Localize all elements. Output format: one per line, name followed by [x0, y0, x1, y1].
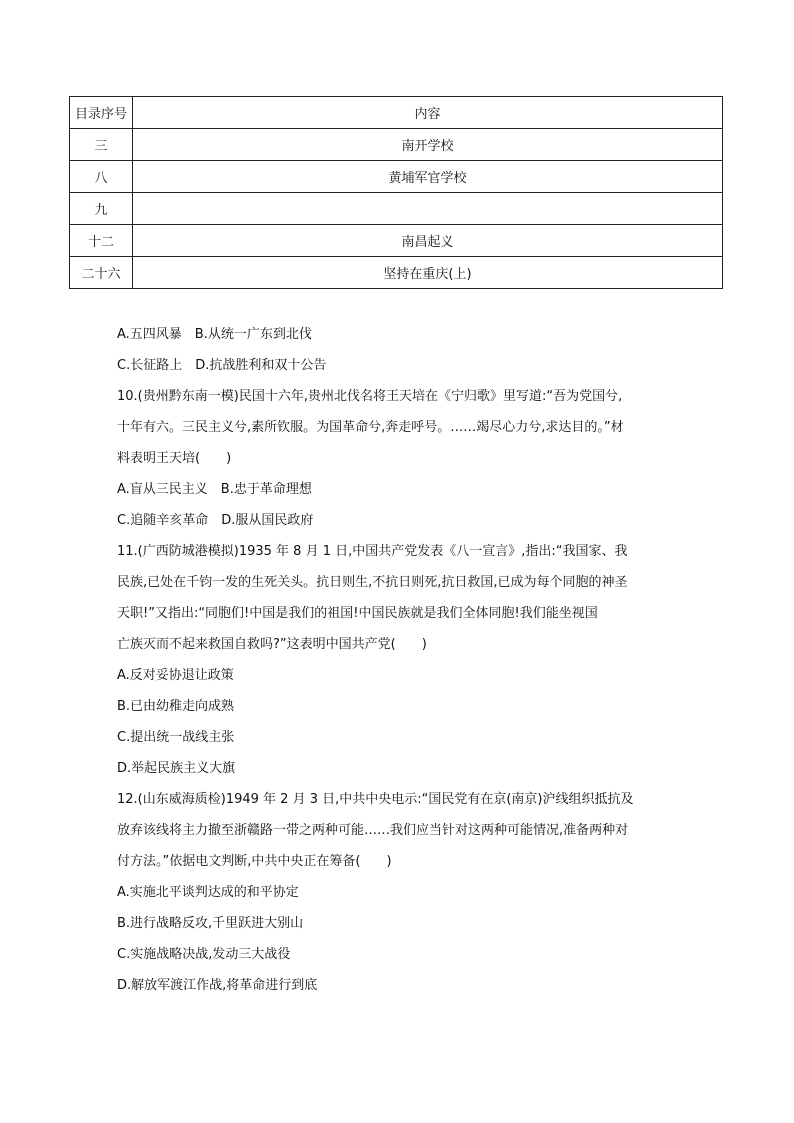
catalog-table-container	[69, 96, 723, 289]
question-stem-line: 放弃该线将主力撤至浙赣路一带之两种可能……我们应当针对这两种可能情况,准备两种对	[117, 823, 629, 838]
question-stem-line: 11.(广西防城港模拟)1935 年 8 月 1 日,中国共产党发表《八一宣言》,指出:“我国家、我	[117, 544, 628, 559]
table-row	[70, 225, 723, 257]
option-line: A.盲从三民主义 B.忠于革命理想	[117, 482, 312, 497]
option-line: C.实施战略决战,发动三大战役	[117, 947, 291, 962]
option-line: D.解放军渡江作战,将革命进行到底	[117, 978, 318, 993]
question-stem-line: 12.(山东威海质检)1949 年 2 月 3 日,中共中央电示:“国民党有在京(南京)沪线组织抵抗及	[117, 792, 634, 807]
option-line: D.举起民族主义大旗	[117, 761, 236, 776]
option-line: A.五四风暴 B.从统一广东到北伐	[117, 327, 312, 342]
option-line: A.实施北平谈判达成的和平协定	[117, 885, 299, 900]
table-cell: 南昌起义	[133, 225, 723, 257]
table-cell: 三	[70, 129, 133, 161]
question-stem-line: 亡族灭而不起来救国自救吗?”这表明中国共产党( )	[117, 637, 427, 652]
option-line: C.提出统一战线主张	[117, 730, 235, 745]
table-cell: 九	[70, 193, 133, 225]
table-cell: 十二	[70, 225, 133, 257]
option-line: C.长征路上 D.抗战胜利和双十公告	[117, 358, 327, 373]
table-cell: 坚持在重庆(上)	[133, 257, 723, 289]
table-row	[70, 193, 723, 225]
table-header-cell: 内容	[133, 97, 723, 129]
table-cell: 黄埔军官学校	[133, 161, 723, 193]
table-cell: 八	[70, 161, 133, 193]
option-line: C.追随辛亥革命 D.服从国民政府	[117, 513, 314, 528]
table-header-cell: 目录序号	[70, 97, 133, 129]
question-9-options	[117, 325, 697, 376]
question-10	[117, 387, 697, 531]
question-stem-line: 民族,已处在千钧一发的生死关头。抗日则生,不抗日则死,抗日救国,已成为每个同胞的神圣	[117, 575, 628, 590]
question-stem-line: 十年有六。三民主义兮,素所钦服。为国革命兮,奔走呼号。……竭尽心力兮,求达目的。”材	[117, 420, 624, 435]
question-stem-line: 料表明王天培( )	[117, 451, 232, 466]
question-11	[117, 542, 697, 779]
table-row	[70, 257, 723, 289]
question-stem-line: 天职!”又指出:“同胞们!中国是我们的祖国!中国民族就是我们全体同胞!我们能坐视国	[117, 606, 598, 621]
option-line: A.反对妥协退让政策	[117, 668, 234, 683]
table-cell: 南开学校	[133, 129, 723, 161]
question-stem-line: 10.(贵州黔东南一模)民国十六年,贵州北伐名将王天培在《宁归歌》里写道:“吾为党国兮,	[117, 389, 623, 404]
catalog-table	[69, 96, 723, 289]
option-line: B.进行战略反攻,千里跃进大别山	[117, 916, 304, 931]
table-cell	[133, 193, 723, 225]
table-header-row	[70, 97, 723, 129]
question-stem-line: 付方法。”依据电文判断,中共中央正在筹备( )	[117, 854, 392, 869]
table-row	[70, 129, 723, 161]
question-12	[117, 790, 697, 996]
option-line: B.已由幼稚走向成熟	[117, 699, 235, 714]
table-cell: 二十六	[70, 257, 133, 289]
questions	[117, 325, 697, 1007]
table-row	[70, 161, 723, 193]
